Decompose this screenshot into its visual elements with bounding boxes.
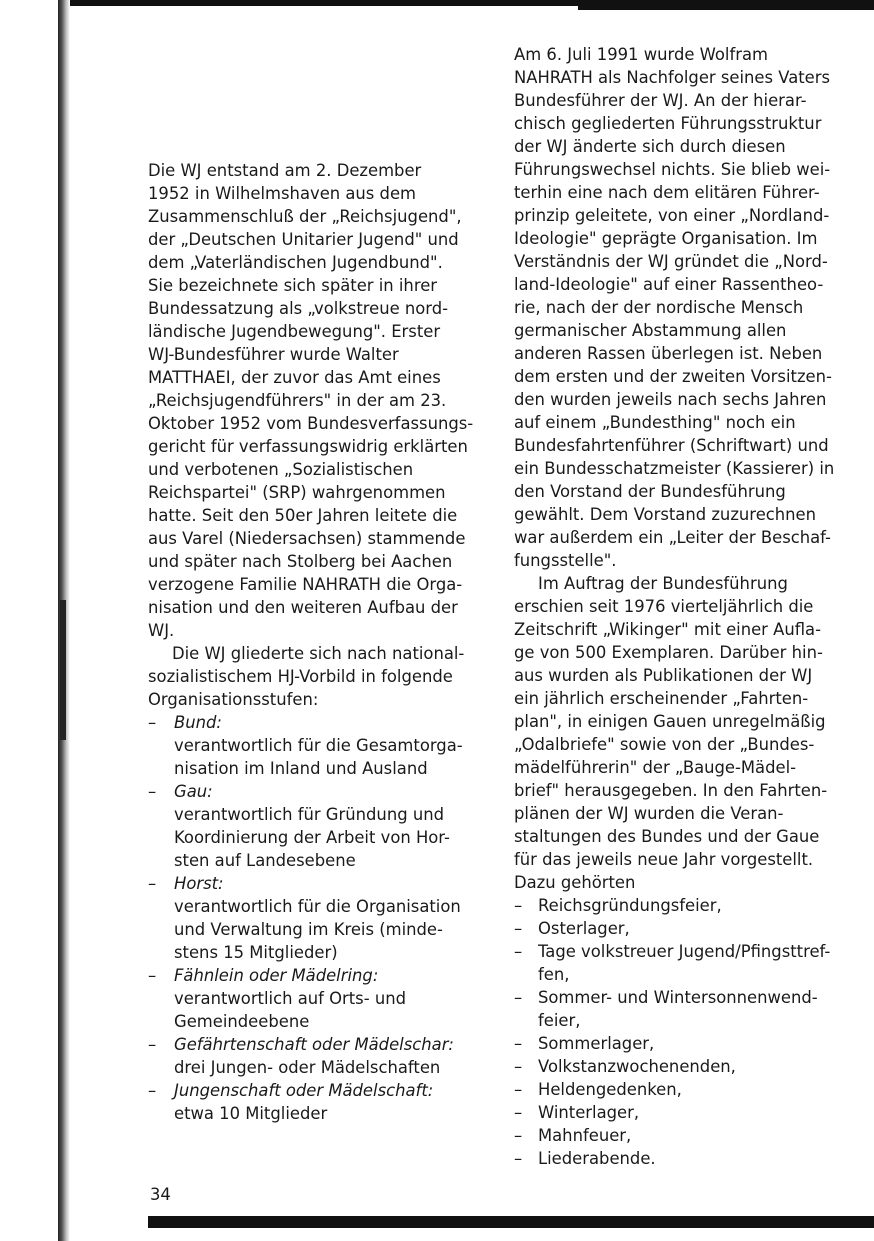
list-dash: –	[514, 1149, 523, 1168]
organization-levels-list	[148, 711, 484, 1125]
text-line: Die WJ gliederte sich nach national-	[172, 644, 465, 663]
text-line: und verbotenen „Sozialistischen	[148, 460, 414, 479]
text-line: für das jeweils neue Jahr vorgestellt.	[514, 850, 814, 869]
text-line: aus wurden als Publikationen der WJ	[514, 666, 813, 685]
text-line: Bundesfahrtenführer (Schriftwart) und	[514, 436, 829, 455]
text-line: anderen Rassen überlegen ist. Neben	[514, 344, 823, 363]
text-line: Am 6. Juli 1991 wurde Wolfram	[514, 45, 768, 64]
paragraph-publications	[514, 572, 852, 894]
text-line: Reichspartei" (SRP) wahrgenommen	[148, 483, 446, 502]
text-line: verantwortlich auf Orts- und	[174, 989, 407, 1008]
text-line: gericht für verfassungswidrig erklärten	[148, 437, 468, 456]
event-text	[538, 988, 818, 1030]
event-item	[514, 1147, 852, 1170]
text-line: WJ-Bundesführer wurde Walter	[148, 345, 399, 364]
text-line: Winterlager,	[538, 1103, 640, 1122]
text-line: und später nach Stolberg bei Aachen	[148, 552, 453, 571]
scan-edge-top-gap	[58, 6, 578, 11]
text-line: und Verwaltung im Kreis (minde-	[174, 920, 443, 939]
text-line: dem ersten und der zweiten Vorsitzen-	[514, 367, 832, 386]
list-dash: –	[514, 988, 523, 1007]
events-list	[514, 894, 852, 1170]
event-text	[538, 1080, 682, 1099]
list-dash: –	[514, 1103, 523, 1122]
level-description	[174, 987, 484, 1033]
event-text	[538, 919, 630, 938]
text-line: prinzip geleitete, von einer „Nordland-	[514, 206, 830, 225]
level-description	[174, 895, 484, 964]
event-item	[514, 1124, 852, 1147]
text-line: hatte. Seit den 50er Jahren leitete die	[148, 506, 458, 525]
list-dash: –	[148, 966, 157, 985]
text-line: stens 15 Mitglieder)	[174, 943, 338, 962]
organization-level-item	[148, 711, 484, 780]
list-dash: –	[514, 896, 523, 915]
text-line: plan", in einigen Gauen unregelmäßig	[514, 712, 826, 731]
text-line: sozialistischem HJ-Vorbild in folgende	[148, 667, 453, 686]
text-line: der „Deutschen Unitarier Jugend" und	[148, 230, 459, 249]
text-line: Sommerlager,	[538, 1034, 655, 1053]
text-line: verantwortlich für die Organisation	[174, 897, 461, 916]
text-line: verantwortlich für Gründung und	[174, 805, 444, 824]
level-description	[174, 734, 484, 780]
text-line: Zusammenschluß der „Reichsjugend",	[148, 207, 462, 226]
text-line: Tage volkstreuer Jugend/Pfingsttref-	[538, 942, 831, 961]
text-line: nisation und den weiteren Aufbau der	[148, 598, 458, 617]
text-line: Koordinierung der Arbeit von Hor-	[174, 828, 450, 847]
text-line: fen,	[538, 965, 570, 984]
text-line: Führungswechsel nichts. Sie blieb wei-	[514, 160, 831, 179]
list-dash: –	[514, 1080, 523, 1099]
text-line: MATTHAEI, der zuvor das Amt eines	[148, 368, 441, 387]
text-line: Die WJ entstand am 2. Dezember	[148, 161, 422, 180]
event-item	[514, 1055, 852, 1078]
paragraph-founding	[148, 159, 484, 642]
text-line: den wurden jeweils nach sechs Jahren	[514, 390, 827, 409]
level-description	[174, 1056, 484, 1079]
event-text	[538, 896, 722, 915]
organization-level-item	[148, 872, 484, 964]
text-line: WJ.	[148, 621, 175, 640]
list-dash: –	[148, 874, 157, 893]
text-line: land-Ideologie" auf einer Rassentheo-	[514, 275, 824, 294]
text-line: verantwortlich für die Gesamtorga-	[174, 736, 463, 755]
event-item	[514, 917, 852, 940]
text-line: Bundesführer der WJ. An der hierar-	[514, 91, 807, 110]
level-description	[174, 803, 484, 872]
list-dash: –	[514, 1057, 523, 1076]
organization-level-item	[148, 1033, 484, 1079]
event-text	[538, 1103, 639, 1122]
text-line: NAHRATH als Nachfolger seines Vaters	[514, 68, 831, 87]
text-line: Liederabende.	[538, 1149, 656, 1168]
list-dash: –	[514, 1034, 523, 1053]
text-line: Reichsgründungsfeier,	[538, 896, 722, 915]
event-item	[514, 894, 852, 917]
text-line: verzogene Familie NAHRATH die Orga-	[148, 575, 463, 594]
level-term: Horst:	[174, 874, 224, 893]
text-line: gewählt. Dem Vorstand zuzurechnen	[514, 505, 817, 524]
left-column	[148, 159, 484, 1125]
text-line: Gemeindeebene	[174, 1012, 310, 1031]
event-item	[514, 986, 852, 1032]
text-line: ländische Jugendbewegung". Erster	[148, 322, 441, 341]
text-line: aus Varel (Niedersachsen) stammende	[148, 529, 466, 548]
text-line: Dazu gehörten	[514, 873, 636, 892]
page-number: 34	[150, 1185, 171, 1204]
event-text	[538, 1057, 736, 1076]
paragraph-leadership	[514, 43, 852, 572]
text-line: terhin eine nach dem elitären Führer-	[514, 183, 820, 202]
organization-level-item	[148, 780, 484, 872]
list-dash: –	[148, 1081, 157, 1100]
list-dash: –	[514, 1126, 523, 1145]
text-line: Mahnfeuer,	[538, 1126, 632, 1145]
text-line: Heldengedenken,	[538, 1080, 682, 1099]
text-line: dem „Vaterländischen Jugendbund".	[148, 253, 443, 272]
text-line: den Vorstand der Bundesführung	[514, 482, 786, 501]
list-dash: –	[514, 942, 523, 961]
text-line: Sommer- und Wintersonnenwend-	[538, 988, 818, 1007]
text-line: feier,	[538, 1011, 581, 1030]
list-dash: –	[148, 1035, 157, 1054]
text-line: 1952 in Wilhelmshaven aus dem	[148, 184, 417, 203]
level-description	[174, 1102, 484, 1125]
text-line: sten auf Landesebene	[174, 851, 356, 870]
text-line: Osterlager,	[538, 919, 630, 938]
text-line: Zeitschrift „Wikinger" mit einer Aufla-	[514, 620, 822, 639]
event-item	[514, 940, 852, 986]
text-line: der WJ änderte sich durch diesen	[514, 137, 786, 156]
text-line: „Reichsjugendführers" in der am 23.	[148, 391, 447, 410]
text-line: nisation im Inland und Ausland	[174, 759, 428, 778]
organization-level-item	[148, 964, 484, 1033]
text-line: mädelführerin" der „Bauge-Mädel-	[514, 758, 797, 777]
level-term: Fähnlein oder Mädelring:	[174, 966, 379, 985]
text-line: Organisationsstufen:	[148, 690, 319, 709]
level-term: Gau:	[174, 782, 213, 801]
text-line: Volkstanzwochenenden,	[538, 1057, 736, 1076]
text-line: Im Auftrag der Bundesführung	[538, 574, 788, 593]
text-line: fungsstelle".	[514, 551, 617, 570]
event-item	[514, 1078, 852, 1101]
paragraph-structure	[148, 642, 484, 711]
scan-edge-bottom	[148, 1216, 874, 1228]
text-line: etwa 10 Mitglieder	[174, 1104, 328, 1123]
text-line: plänen der WJ wurden die Veran-	[514, 804, 784, 823]
organization-level-item	[148, 1079, 484, 1125]
level-term: Bund:	[174, 713, 222, 732]
list-dash: –	[148, 713, 157, 732]
text-line: chisch gegliederten Führungsstruktur	[514, 114, 822, 133]
event-text	[538, 1034, 654, 1053]
text-line: Verständnis der WJ gründet die „Nord-	[514, 252, 828, 271]
list-dash: –	[514, 919, 523, 938]
event-text	[538, 1126, 631, 1145]
scan-binding-mark	[60, 600, 66, 740]
list-dash: –	[148, 782, 157, 801]
right-column	[514, 43, 852, 1170]
text-line: staltungen des Bundes und der Gaue	[514, 827, 820, 846]
event-item	[514, 1101, 852, 1124]
level-term: Gefährtenschaft oder Mädelschar:	[174, 1035, 454, 1054]
text-line: auf einem „Bundesthing" noch ein	[514, 413, 796, 432]
text-line: Bundessatzung als „volkstreue nord-	[148, 299, 449, 318]
text-line: erschien seit 1976 vierteljährlich die	[514, 597, 814, 616]
event-item	[514, 1032, 852, 1055]
event-text	[538, 942, 830, 984]
level-term: Jungenschaft oder Mädelschaft:	[174, 1081, 434, 1100]
text-line: Sie bezeichnete sich später in ihrer	[148, 276, 438, 295]
text-line: ge von 500 Exemplaren. Darüber hin-	[514, 643, 823, 662]
text-line: brief" herausgegeben. In den Fahrten-	[514, 781, 828, 800]
text-line: drei Jungen- oder Mädelschaften	[174, 1058, 441, 1077]
text-line: rie, nach der der nordische Mensch	[514, 298, 804, 317]
text-line: „Odalbriefe" sowie von der „Bundes-	[514, 735, 815, 754]
text-line: Ideologie" geprägte Organisation. Im	[514, 229, 818, 248]
event-text	[538, 1149, 656, 1168]
text-line: ein jährlich erscheinender „Fahrten-	[514, 689, 809, 708]
text-line: germanischer Abstammung allen	[514, 321, 787, 340]
text-line: Oktober 1952 vom Bundesverfassungs-	[148, 414, 474, 433]
text-line: ein Bundesschatzmeister (Kassierer) in	[514, 459, 835, 478]
text-line: war außerdem ein „Leiter der Beschaf-	[514, 528, 831, 547]
